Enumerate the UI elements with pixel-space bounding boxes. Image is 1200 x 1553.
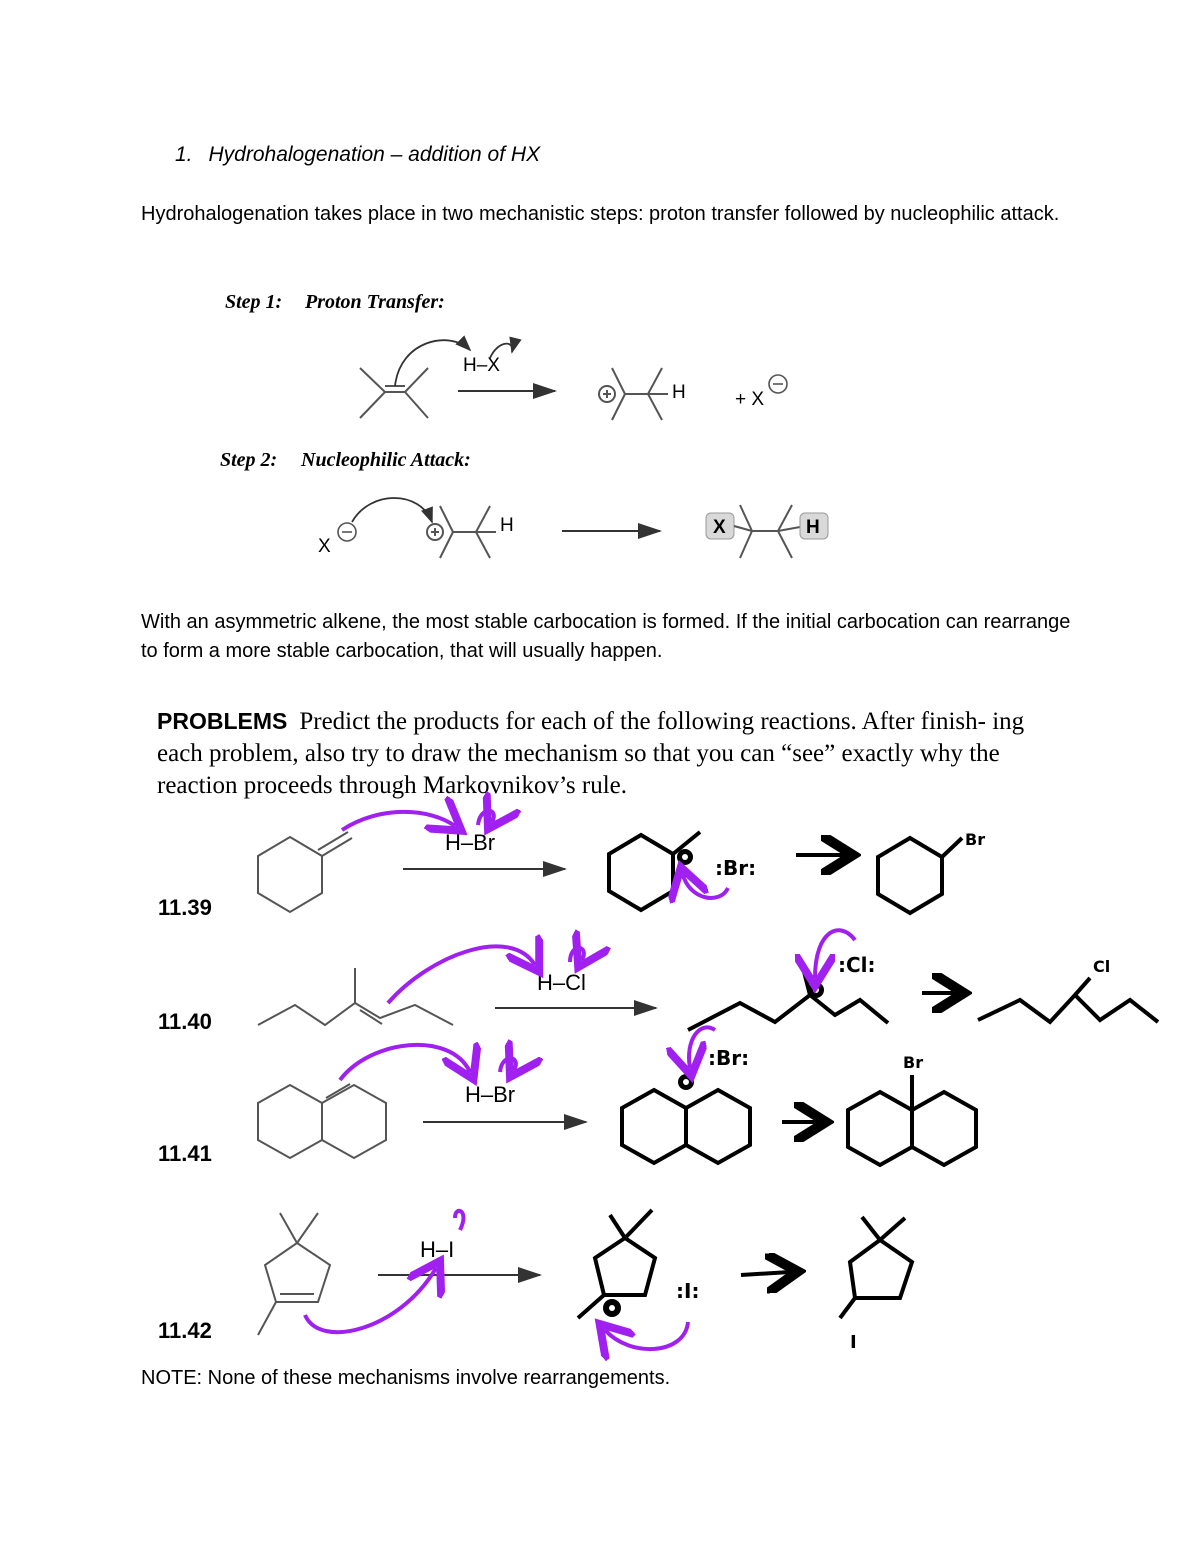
step2-name: Nucleophilic Attack: <box>301 449 471 471</box>
section-title: Hydrohalogenation – addition of HX <box>208 143 541 166</box>
product-label: Cl <box>1093 957 1111 976</box>
problems-heading: PROBLEMS <box>157 708 288 734</box>
step2-product-x: X <box>713 517 726 538</box>
product-label: I <box>850 1332 857 1353</box>
step2-label: Step 2: <box>220 449 278 471</box>
product-label: Br <box>903 1053 924 1072</box>
step1-name: Proton Transfer: <box>305 291 445 313</box>
reagent: H–Cl <box>537 970 586 995</box>
step1-label: Step 1: <box>225 291 283 313</box>
section-number: 1. <box>175 143 193 166</box>
intro-paragraph: Hydrohalogenation takes place in two mechanistic steps: proton transfer followed by nucleophilic attack. <box>141 203 1060 225</box>
problem-11-40 <box>158 930 1158 1034</box>
step1-reagent: H–X <box>463 355 500 376</box>
problem-11-39 <box>158 811 985 920</box>
reagent: H–Br <box>445 830 496 855</box>
problems-text: Predict the products for each of the following reactions. After finish- ing each problem, also try to draw the mechanism so that you can “see” exactly why the reaction proceeds through Markovnikov’s rule. <box>157 708 1025 799</box>
nucleophile: :I: <box>676 1279 700 1303</box>
step2-nucleophile: X <box>318 536 331 557</box>
product-label: Br <box>965 830 986 849</box>
problem-number: 11.41 <box>158 1141 212 1166</box>
step2-intermediate-h: H <box>500 515 514 536</box>
nucleophile: :Br: <box>715 856 757 880</box>
problem-number: 11.42 <box>158 1318 212 1343</box>
step1-product-h: H <box>672 382 686 403</box>
problem-11-41 <box>158 1027 976 1166</box>
nucleophile: :Cl: <box>838 953 876 977</box>
problem-11-42 <box>158 1210 912 1353</box>
problem-number: 11.40 <box>158 1009 212 1034</box>
reagent: H–I <box>420 1237 455 1262</box>
reagent: H–Br <box>465 1082 516 1107</box>
problem-number: 11.39 <box>158 895 212 920</box>
step1-byproduct: + X <box>735 389 765 410</box>
note-text: NOTE: None of these mechanisms involve rearrangements. <box>141 1367 671 1389</box>
nucleophile: :Br: <box>708 1046 750 1070</box>
cyclohexane-ring <box>258 837 322 912</box>
step2-product-h: H <box>806 517 820 538</box>
stability-paragraph: With an asymmetric alkene, the most stable carbocation is formed. If the initial carbocation can rearrange to form a more stable carbocation, that will usually happen. <box>141 611 1071 662</box>
